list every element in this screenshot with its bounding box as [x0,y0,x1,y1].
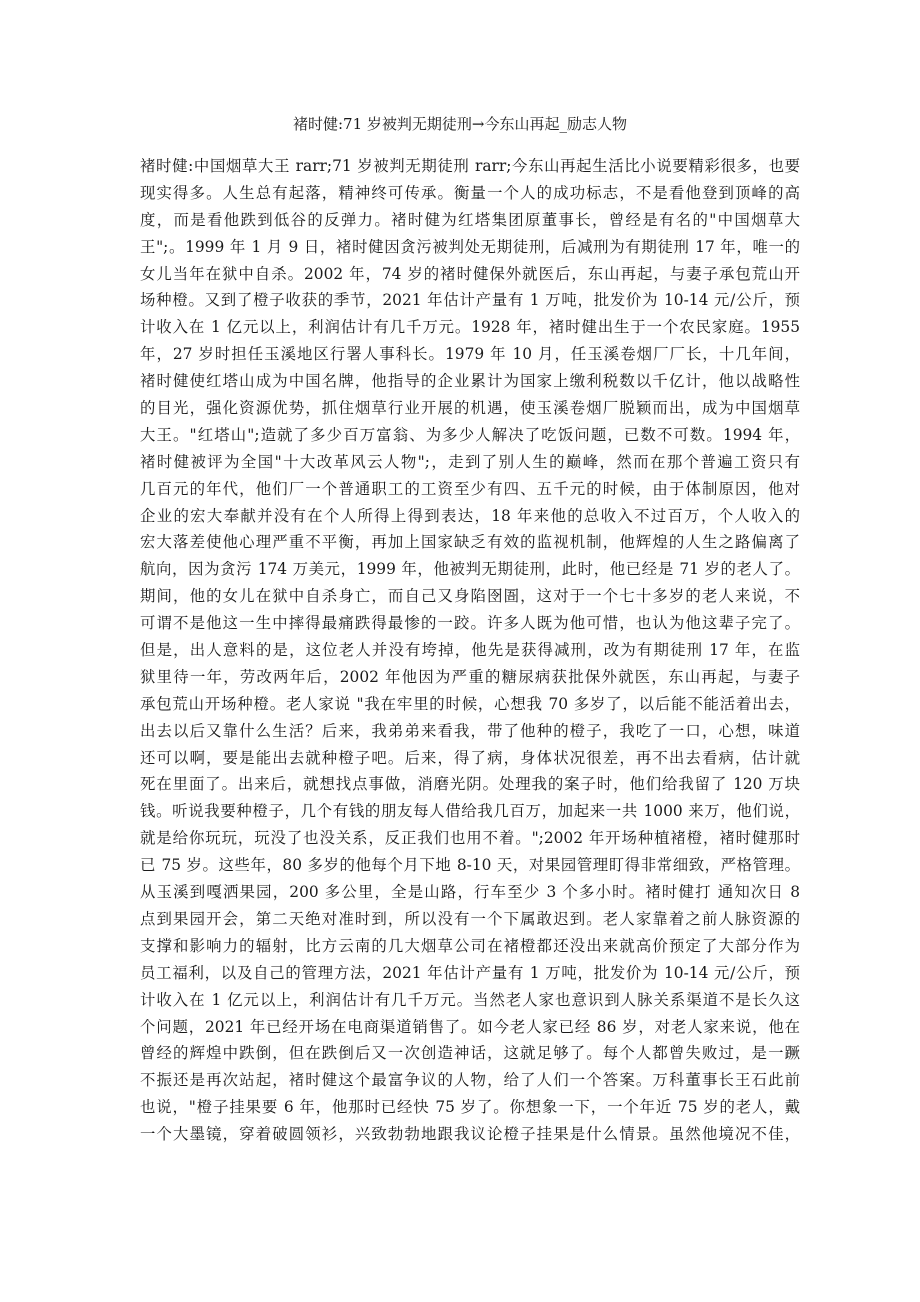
article-line: 曾经的辉煌中跌倒，但在跌倒后又一次创造神话，这就足够了。每个人都曾失败过，是一蹶 [140,1044,800,1063]
article-line: 已 75 岁。这些年，80 多岁的他每个月下地 8-10 天，对果园管理盯得非常细致，严格管理。 [140,856,800,875]
article-line: 点到果园开会，第二天绝对准时到，所以没有一个下属敢迟到。老人家靠着之前人脉资源的 [140,909,800,928]
article-line: 死在里面了。出来后，就想找点事做，消磨光阴。处理我的案子时，他们给我留了 120 万块 [140,775,800,794]
article-line: 度，而是看他跌到低谷的反弹力。褚时健为红塔集团原董事长，曾经是有名的"中国烟草大 [140,210,800,229]
article-line: 的目光，强化资源优势，抓住烟草行业开展的机遇，使玉溪卷烟厂脱颖而出，成为中国烟草 [140,399,800,418]
article-line: 也说，"橙子挂果要 6 年，他那时已经快 75 岁了。你想象一下，一个年近 75 岁的老人，戴 [140,1098,800,1117]
article-line: 还可以啊，要是能出去就种橙子吧。后来，得了病，身体状况很差，再不出去看病，估计就 [140,748,800,767]
article-line: 钱。听说我要种橙子，几个有钱的朋友每人借给我几百万，加起来一共 1000 来万，他们说， [140,802,800,821]
article-line: 可谓不是他这一生中摔得最痛跌得最惨的一跤。许多人既为他可惜，也认为他这辈子完了。 [140,614,800,633]
article-line: 女儿当年在狱中自杀。2002 年，74 岁的褚时健保外就医后，东山再起，与妻子承包荒山开 [140,264,800,283]
article-line: 期间，他的女儿在狱中自杀身亡，而自己又身陷囹圄，这对于一个七十多岁的老人来说，不 [140,587,800,606]
article-line: 企业的宏大奉献并没有在个人所得上得到表达，18 年来他的总收入不过百万，个人收入的 [140,506,800,525]
document-title: 褚时健:71 岁被判无期徒刑→今东山再起_励志人物 [293,115,627,133]
article-line: 现实得多。人生总有起落，精神终可传承。衡量一个人的成功标志，不是看他登到顶峰的高 [140,183,800,202]
article-body [140,153,800,1148]
article-line: 褚时健被评为全国"十大改革风云人物";，走到了别人生的巅峰，然而在那个普遍工资只有 [140,452,800,471]
article-line: 个问题，2021 年已经开场在电商渠道销售了。如今老人家已经 86 岁，对老人家来说，他在 [140,1017,800,1036]
article-line: 一个大墨镜，穿着破圆领衫，兴致勃勃地跟我议论橙子挂果是什么情景。虽然他境况不佳， [140,1125,800,1144]
article-line: 大王。"红塔山";造就了多少百万富翁、为多少人解决了吃饭问题，已数不可数。1994 年， [140,425,800,444]
article-line: 计收入在 1 亿元以上，利润估计有几千万元。当然老人家也意识到人脉关系渠道不是长久这 [140,990,800,1009]
article-line: 褚时健使红塔山成为中国名牌，他指导的企业累计为国家上缴利税数以千亿计，他以战略性 [140,372,800,391]
article-line: 褚时健:中国烟草大王 rarr;71 岁被判无期徒刑 rarr;今东山再起生活比小说要精彩很多，也要 [140,157,800,175]
article-line: 计收入在 1 亿元以上，利润估计有几千万元。1928 年，褚时健出生于一个农民家庭。1955 [140,318,800,337]
article-line: 宏大落差使他心理严重不平衡，再加上国家缺乏有效的监视机制，他辉煌的人生之路偏离了 [140,533,800,552]
article-line: 出去以后又靠什么生活？后来，我弟弟来看我，带了他种的橙子，我吃了一口，心想，味道 [140,721,800,740]
article-line: 从玉溪到嘎洒果园，200 多公里，全是山路，行车至少 3 个多小时。褚时健打 通知次日 8 [140,883,800,902]
article-line: 不振还是再次站起，褚时健这个最富争议的人物，给了人们一个答案。万科董事长王石此前 [140,1071,800,1090]
article-line: 王";。1999 年 1 月 9 日，褚时健因贪污被判处无期徒刑，后减刑为有期徒刑 17 年，唯一的 [140,237,800,256]
article-line: 场种橙。又到了橙子收获的季节，2021 年估计产量有 1 万吨，批发价为 10-14 元/公斤，预 [140,291,800,310]
article-line: 支撑和影响力的辐射，比方云南的几大烟草公司在褚橙都还没出来就高价预定了大部分作为 [140,936,800,955]
article-line: 几百元的年代，他们厂一个普通职工的工资至少有四、五千元的时候，由于体制原因，他对 [140,479,800,498]
article-line: 就是给你玩玩，玩没了也没关系，反正我们也用不着。";2002 年开场种植褚橙，褚时健那时 [140,829,800,848]
article-line: 年，27 岁时担任玉溪地区行署人事科长。1979 年 10 月，任玉溪卷烟厂厂长，十几年间， [140,345,800,364]
article-line: 承包荒山开场种橙。老人家说 "我在牢里的时候，心想我 70 多岁了，以后能不能活着出去， [140,694,800,713]
article-line: 狱里待一年，劳改两年后，2002 年他因为严重的糖尿病获批保外就医，东山再起，与妻子 [140,667,800,686]
article-line: 但是，出人意料的是，这位老人并没有垮掉，他先是获得减刑，改为有期徒刑 17 年，在监 [140,641,800,660]
article-line: 航向，因为贪污 174 万美元，1999 年，他被判无期徒刑，此时，他已经是 71 岁的老人了。 [140,560,800,579]
article-line: 员工福利，以及自己的管理方法，2021 年估计产量有 1 万吨，批发价为 10-14 元/公斤，预 [140,963,800,982]
